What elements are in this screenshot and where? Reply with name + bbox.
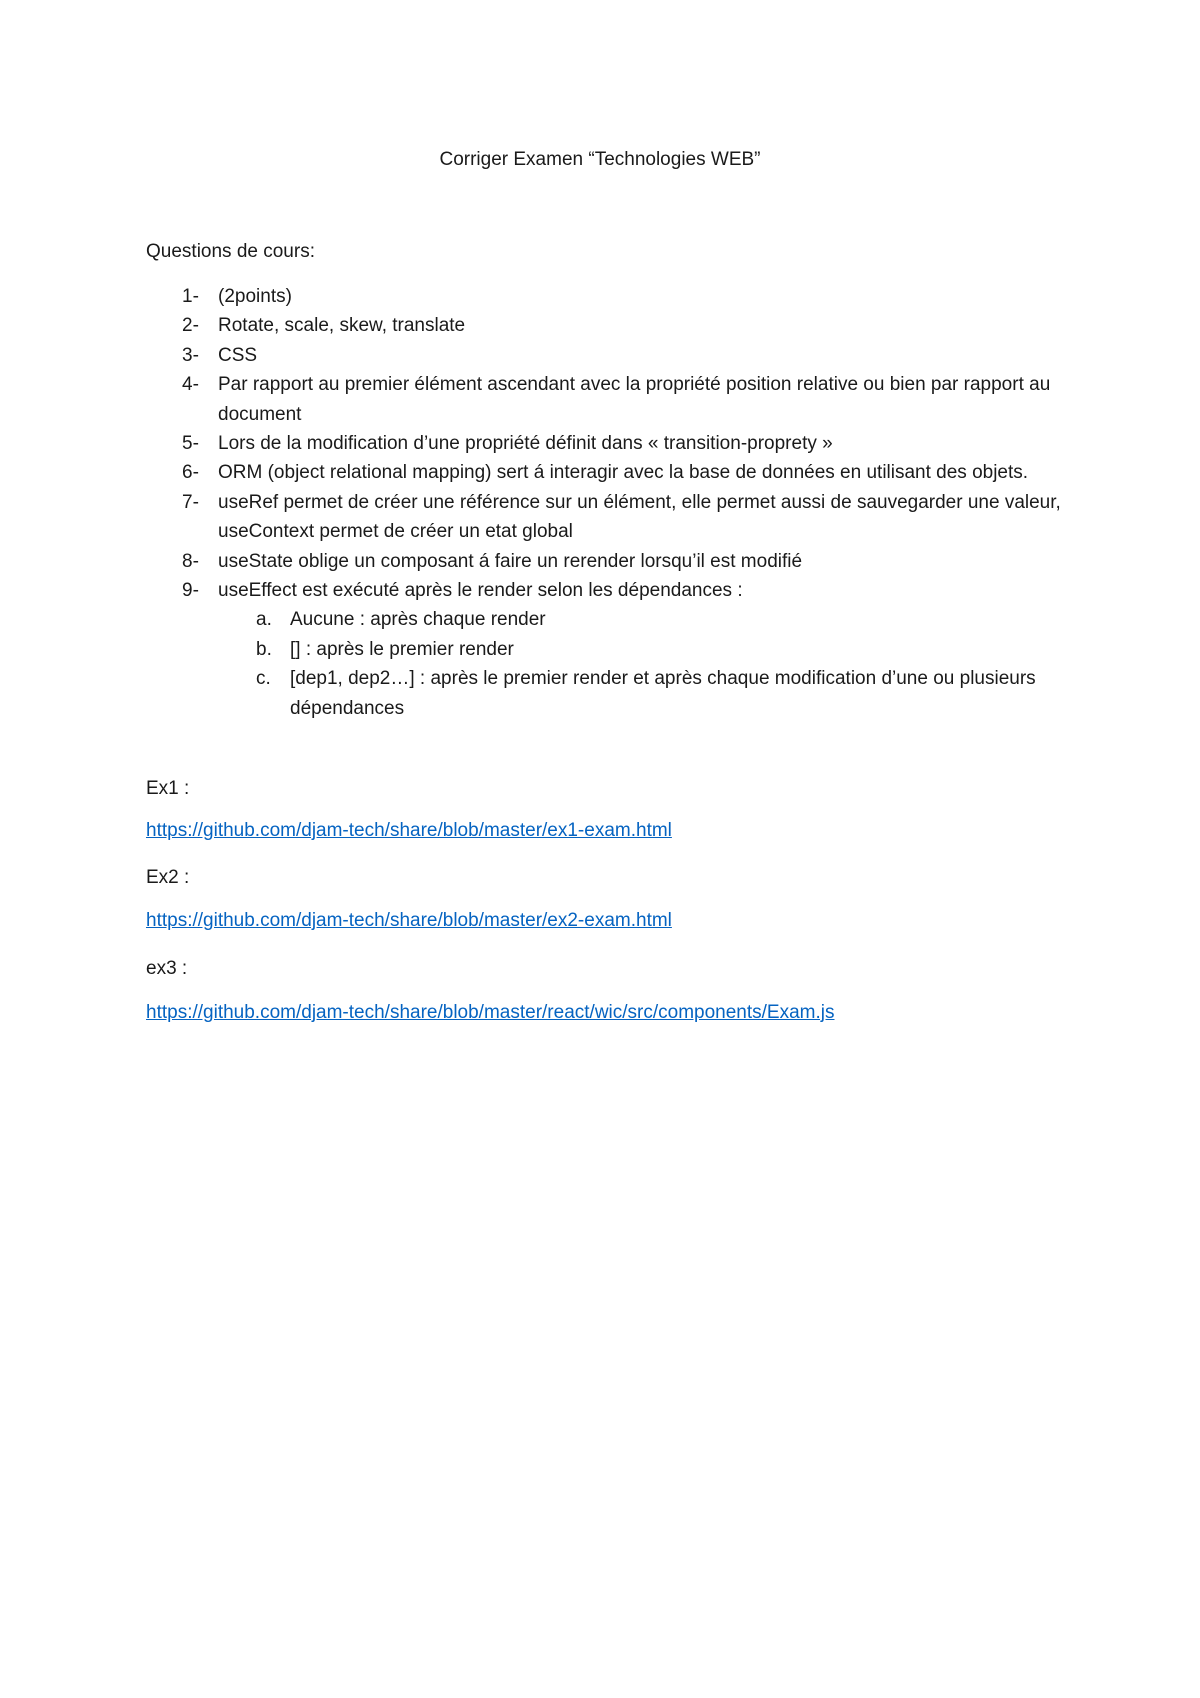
sub-item-text: [] : après le premier render [290, 638, 514, 660]
item-text: (2points) [218, 286, 292, 307]
exercise-2-label: Ex2 : [146, 867, 190, 888]
section-heading: Questions de cours: [146, 241, 315, 262]
sub-item-text: [dep1, dep2…] : après le premier render et après chaque modification d’une ou plusieurs dépendances [290, 668, 1036, 719]
item-number: 8- [182, 550, 199, 572]
question-list [146, 282, 1066, 723]
item-text: Lors de la modification d’une propriété définit dans « transition-proprety » [218, 433, 833, 455]
item-text: useState oblige un composant á faire un rerender lorsqu’il est modifié [218, 550, 803, 572]
sub-item-label: b. [256, 638, 272, 660]
sub-list-item [218, 635, 1066, 664]
document-title: Corriger Examen “Technologies WEB” [439, 149, 761, 170]
list-item [146, 547, 1066, 576]
sub-item-label: c. [256, 668, 271, 690]
exercise-1-label: Ex1 : [146, 778, 190, 799]
list-item [146, 341, 1066, 370]
sub-list-item [218, 664, 1066, 723]
exercise-1-link[interactable]: https://github.com/djam-tech/share/blob/master/ex1-exam.html [146, 820, 672, 841]
item-text: Rotate, scale, skew, translate [218, 315, 466, 337]
item-number: 9- [182, 580, 199, 602]
sub-list-item [218, 605, 1066, 634]
list-item [146, 429, 1066, 458]
sub-list [218, 605, 1066, 723]
item-text: CSS [218, 344, 258, 366]
list-item [146, 488, 1066, 547]
item-text: useEffect est exécuté après le render selon les dépendances : [218, 580, 743, 602]
item-text: ORM (object relational mapping) sert á interagir avec la base de données en utilisant des objets. [218, 462, 1029, 484]
list-item [146, 576, 1066, 723]
item-number: 3- [182, 344, 199, 366]
item-number: 5- [182, 433, 199, 455]
item-text: useRef permet de créer une référence sur un élément, elle permet aussi de sauvegarder une valeur, useContext permet de créer un etat global [218, 491, 1061, 543]
item-number: 2- [182, 315, 199, 337]
exercise-3-label: ex3 : [146, 958, 188, 979]
sub-item-label: a. [256, 609, 272, 631]
exercise-2-link[interactable]: https://github.com/djam-tech/share/blob/master/ex2-exam.html [146, 910, 672, 931]
item-number: 7- [182, 491, 199, 513]
list-item [146, 282, 1066, 311]
list-item [146, 370, 1066, 429]
exercise-3-link[interactable]: https://github.com/djam-tech/share/blob/master/react/wic/src/components/Exam.js [146, 1002, 835, 1023]
list-item [146, 311, 1066, 340]
sub-item-text: Aucune : après chaque render [290, 609, 546, 631]
item-number: 6- [182, 462, 199, 484]
list-item [146, 458, 1066, 487]
item-number: 1- [182, 286, 199, 307]
item-text: Par rapport au premier élément ascendant avec la propriété position relative ou bien par rapport au document [218, 374, 1051, 425]
item-number: 4- [182, 374, 199, 396]
